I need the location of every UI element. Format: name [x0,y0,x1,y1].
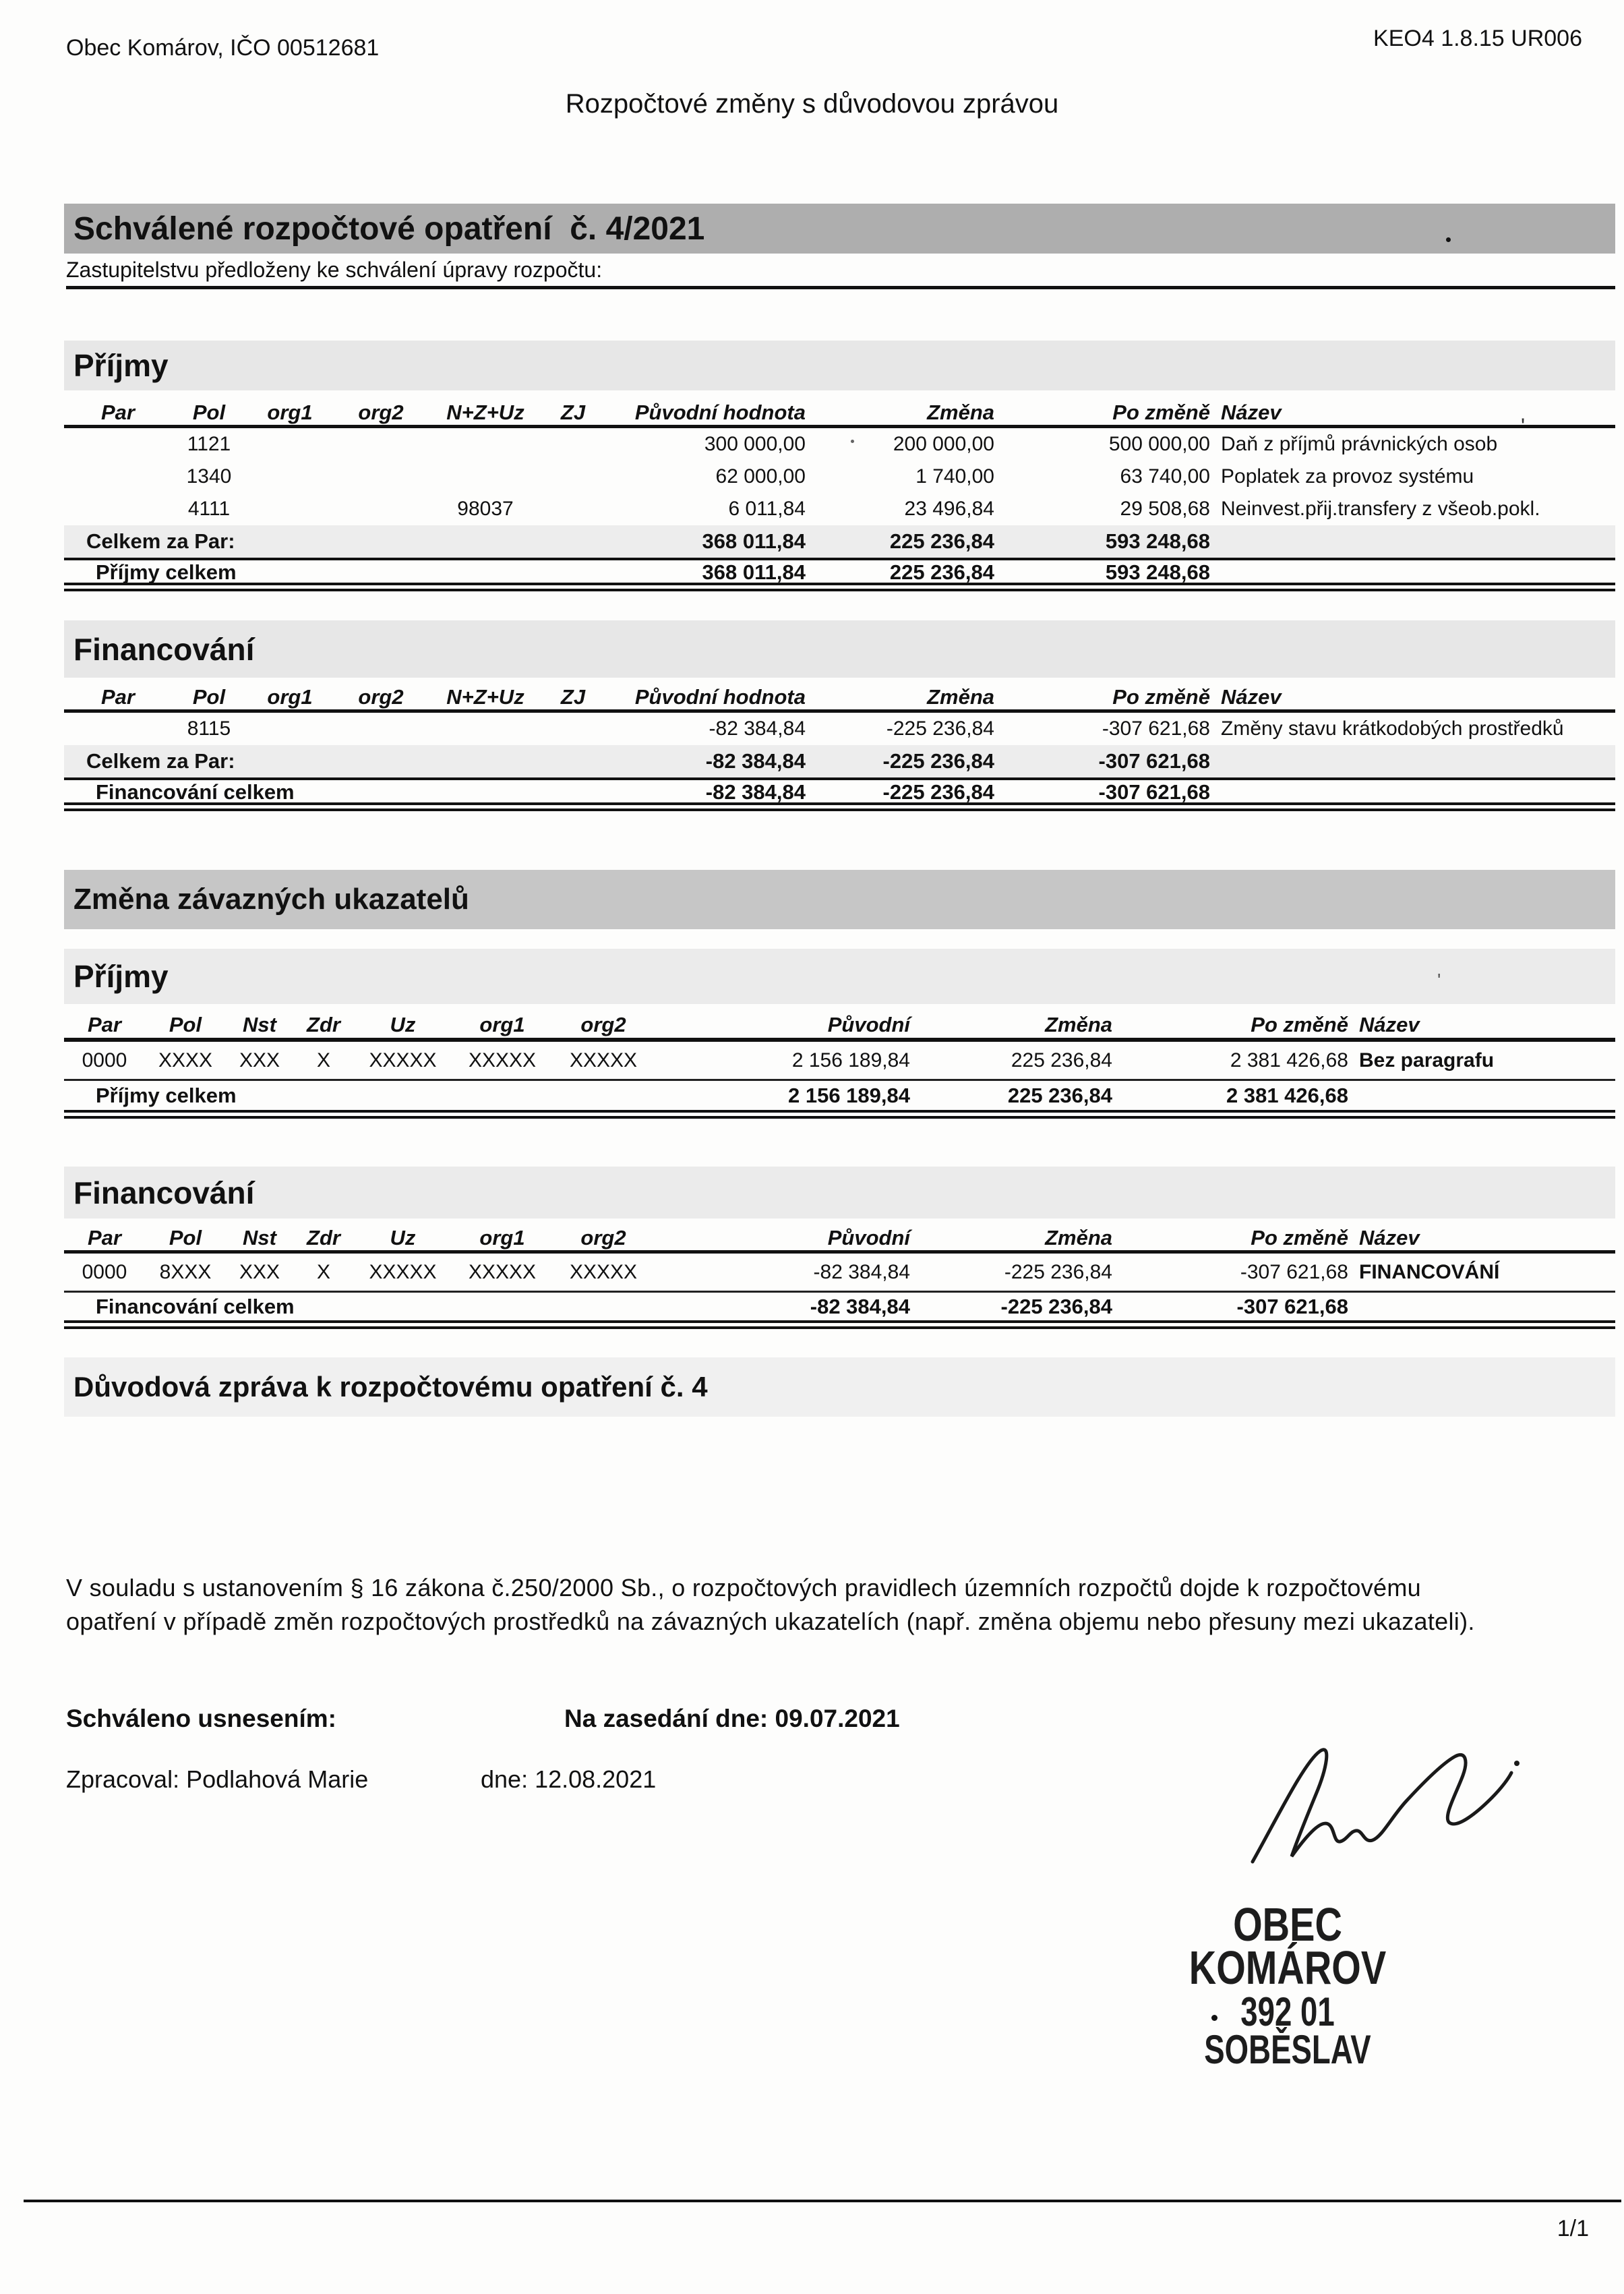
cell-nzuz: 98037 [457,498,514,520]
section-heading-financovani: Financování [64,1167,1615,1218]
table-header-row [64,400,1615,428]
cell-pol: 8115 [187,717,231,740]
meeting-date: Na zasedání dne: 09.07.2021 [564,1705,900,1732]
cell-po-zmene: 500 000,00 [1108,433,1210,455]
org-identification: Obec Komárov, IČO 00512681 [66,35,380,61]
table-row [64,461,1615,493]
col-nst: Nst [243,1225,276,1249]
explanatory-paragraph: V souladu s ustanovením § 16 zákona č.250/2000 Sb., o rozpočtových pravidlech územních rozpočtů dojde k rozpočtovému opatření v případě změn rozpočtových prostředků na závazných ukazatelích (např. změna objemu nebo přesuny mezi ukazateli). [66,1574,1475,1635]
cell-nazev: Změny stavu krátkodobých prostředků [1221,717,1564,740]
cell-pol: 8XXX [159,1260,212,1283]
divider-rule [66,286,1615,289]
spacer [64,1218,1615,1225]
binding-indicators-band: Změna závazných ukazatelů [64,870,1615,929]
col-po-zmene: Po změně [1112,684,1210,709]
total-label: Financování celkem [96,780,295,804]
section-heading-financovani: Financování [64,620,1615,678]
prijmy-table-2 [64,949,1615,1119]
stamp-dot-artifact [1211,2015,1217,2021]
cell-uz: XXXXX [369,1049,437,1071]
col-po-zmene: Po změně [1251,1225,1348,1249]
cell-par: 0000 [82,1260,127,1283]
cell-pol: 1121 [187,433,231,455]
scan-apostrophe-artifact: ' [1521,414,1526,438]
col-zdr: Zdr [307,1225,340,1249]
col-zmena: Změna [1045,1013,1112,1036]
cell-puvodni: 2 156 189,84 [791,1049,910,1071]
cell-puvodni: 2 156 189,84 [787,1083,910,1107]
explanatory-report-heading: Důvodová zpráva k rozpočtovému opatření č. 4 [64,1357,1615,1417]
cell-puvodni: 62 000,00 [715,465,806,488]
cell-puvodni: 368 011,84 [702,560,806,584]
col-org1: org1 [267,684,313,709]
col-zmena: Změna [1045,1225,1112,1249]
col-par: Par [88,1013,121,1036]
cell-nazev: Neinvest.přij.transfery z všeob.pokl. [1221,498,1540,520]
col-par: Par [101,684,135,709]
cell-puvodni: -82 384,84 [705,749,806,773]
cell-zmena: 200 000,00 [893,433,994,455]
col-nzuz: N+Z+Uz [446,684,524,709]
cell-par: 0000 [82,1049,127,1071]
col-zmena: Změna [927,684,994,709]
table-header-row [64,1225,1615,1254]
spacer [64,1004,1615,1012]
table-row [64,493,1615,525]
spacer [64,678,1615,684]
signature [1240,1736,1530,1885]
col-uz: Uz [390,1013,416,1036]
cell-uz: XXXXX [369,1260,437,1283]
page-number: 1/1 [1557,2216,1589,2241]
col-pol: Pol [169,1225,202,1249]
cell-nazev: Poplatek za provoz systému [1221,465,1474,488]
cell-zdr: X [316,1049,330,1071]
col-pol: Pol [192,684,226,709]
total-label: Příjmy celkem [96,560,237,584]
cell-nst: XXX [239,1260,280,1283]
col-nazev: Název [1221,684,1282,709]
table-row [64,713,1615,745]
cell-po-zmene: 593 248,68 [1105,529,1210,553]
scan-dot-artifact [851,440,854,443]
spacer [64,390,1615,400]
cell-zmena: 225 236,84 [889,560,994,584]
cell-po-zmene: 2 381 426,68 [1226,1083,1348,1107]
col-org2: org2 [358,400,404,424]
cell-zmena: 225 236,84 [1011,1049,1112,1071]
prepared-by: Zpracoval: Podlahová Marie [66,1765,369,1793]
col-zj: ZJ [560,400,586,424]
col-zj: ZJ [560,684,586,709]
cell-zmena: 1 740,00 [915,465,994,488]
cell-po-zmene: 29 508,68 [1120,498,1210,520]
cell-puvodni: 6 011,84 [728,498,806,520]
total-label: Příjmy celkem [96,1083,237,1107]
cell-org2: XXXXX [569,1260,638,1283]
cell-po-zmene: 63 740,00 [1120,465,1210,488]
cell-zmena: 225 236,84 [889,529,994,553]
col-org1: org1 [479,1225,525,1249]
col-zmena: Změna [927,400,994,424]
stamp-line-2: 392 01 SOBĚSLAV [1204,1989,1371,2072]
approved-by-label: Schváleno usnesením: [66,1705,336,1732]
cell-pol: XXXX [158,1049,213,1071]
col-nazev: Název [1221,400,1282,424]
footer-rule [24,2200,1621,2202]
cell-puvodni: 368 011,84 [702,529,806,553]
table-row [64,428,1615,461]
col-po-zmene: Po změně [1251,1013,1348,1036]
cell-po-zmene: -307 621,68 [1236,1294,1348,1318]
cell-puvodni: -82 384,84 [810,1294,910,1318]
subtotal-row [64,745,1615,780]
col-zdr: Zdr [307,1013,340,1036]
subtotal-label: Celkem za Par: [86,749,235,773]
cell-org2: XXXXX [569,1049,638,1071]
scan-tick-artifact: ' [1437,970,1441,991]
cell-po-zmene: 593 248,68 [1105,560,1210,584]
col-org2: org2 [358,684,404,709]
cell-zmena: 225 236,84 [1007,1083,1112,1107]
signature-scribble [1240,1736,1530,1881]
col-puvodni: Původní [827,1225,910,1249]
section-heading-prijmy: Příjmy [64,949,1615,1004]
total-label: Financování celkem [96,1294,295,1318]
cell-nazev: Daň z příjmů právnických osob [1221,433,1498,455]
prijmy-table-1 [64,341,1615,591]
prepared-date: dne: 12.08.2021 [481,1765,657,1793]
total-row [64,780,1615,811]
subtotal-label: Celkem za Par: [86,529,235,553]
cell-nazev: Bez paragrafu [1359,1049,1495,1071]
financovani-table-2 [64,1167,1615,1329]
col-par: Par [88,1225,121,1249]
cell-nazev: FINANCOVÁNÍ [1359,1260,1500,1283]
col-po-zmene: Po změně [1112,400,1210,424]
cell-puvodni: -82 384,84 [705,780,806,804]
table-row [64,1254,1615,1293]
col-org1: org1 [479,1013,525,1036]
cell-puvodni: 300 000,00 [704,433,806,455]
cell-org1: XXXXX [468,1049,537,1071]
col-puvodni: Původní hodnota [634,400,806,424]
cell-zmena: -225 236,84 [886,717,994,740]
approved-measure-subtitle: Zastupitelstvu předloženy ke schválení úpravy rozpočtu: [66,258,603,282]
cell-po-zmene: -307 621,68 [1098,780,1210,804]
cell-puvodni: -82 384,84 [709,717,806,740]
cell-zmena: -225 236,84 [1000,1294,1112,1318]
document-title: Rozpočtové změny s důvodovou zprávou [565,89,1059,119]
col-nazev: Název [1359,1013,1420,1036]
col-org2: org2 [580,1225,626,1249]
cell-zmena: -225 236,84 [882,749,994,773]
total-row [64,1081,1615,1119]
cell-org1: XXXXX [468,1260,537,1283]
col-pol: Pol [169,1013,202,1036]
scan-dot-artifact [1446,237,1451,242]
table-header-row [64,1012,1615,1042]
total-row [64,560,1615,591]
cell-po-zmene: -307 621,68 [1098,749,1210,773]
municipality-stamp [1112,1898,1463,2072]
total-row [64,1293,1615,1329]
system-version: KEO4 1.8.15 UR006 [1373,26,1582,51]
stamp-line-1: OBEC KOMÁROV [1189,1898,1387,1994]
col-uz: Uz [390,1225,416,1249]
cell-pol: 1340 [186,465,232,488]
financovani-table-1 [64,620,1615,811]
cell-zmena: -225 236,84 [1004,1260,1112,1283]
col-pol: Pol [192,400,226,424]
approved-measure-band: Schválené rozpočtové opatření č. 4/2021 [64,204,1615,254]
col-nst: Nst [243,1013,276,1036]
section-heading-prijmy: Příjmy [64,341,1615,390]
cell-po-zmene: -307 621,68 [1102,717,1210,740]
col-par: Par [101,400,135,424]
col-org2: org2 [580,1013,626,1036]
subtotal-row [64,525,1615,560]
cell-zmena: 23 496,84 [904,498,994,520]
col-nzuz: N+Z+Uz [446,400,524,424]
col-puvodni: Původní hodnota [634,684,806,709]
table-row [64,1042,1615,1081]
col-nazev: Název [1359,1225,1420,1249]
col-org1: org1 [267,400,313,424]
cell-zdr: X [316,1260,330,1283]
table-header-row [64,684,1615,713]
cell-puvodni: -82 384,84 [813,1260,910,1283]
cell-po-zmene: 2 381 426,68 [1230,1049,1348,1071]
cell-zmena: -225 236,84 [882,780,994,804]
cell-pol: 4111 [187,498,231,520]
cell-nst: XXX [239,1049,280,1071]
col-puvodni: Původní [827,1013,910,1036]
cell-po-zmene: -307 621,68 [1240,1260,1348,1283]
